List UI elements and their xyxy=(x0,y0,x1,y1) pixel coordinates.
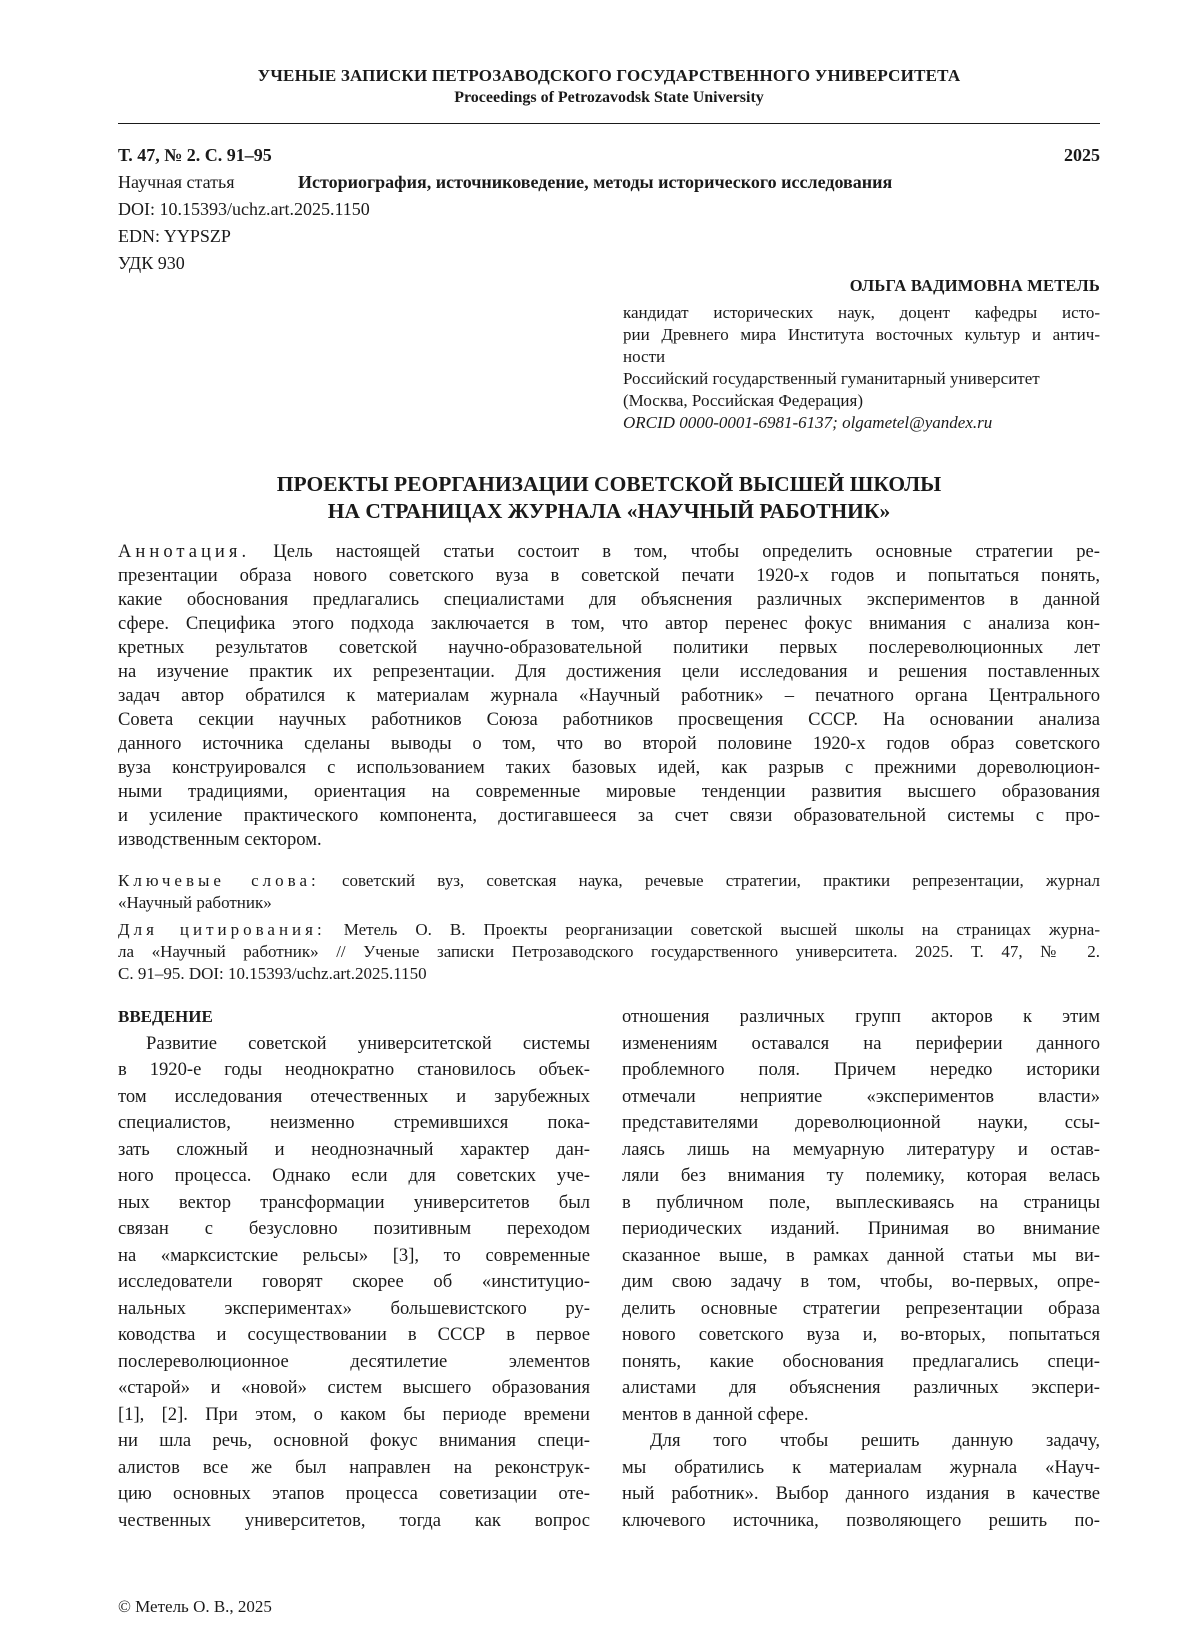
body-line: в 1920-е годы неоднократно становилось объек- xyxy=(118,1059,590,1080)
section-heading: ВВЕДЕНИЕ xyxy=(118,1007,213,1026)
body-line: ни шла речь, основной фокус внимания специ- xyxy=(118,1430,590,1451)
citation-text: Метель О. В. Проекты реорганизации советской высшей школы на страницах журна- xyxy=(343,920,1100,939)
body-line: связан с безусловно позитивным переходом xyxy=(118,1218,590,1239)
body-line: понять, какие обоснования предлагались специ- xyxy=(622,1350,1100,1372)
body-line: мы обратились к материалам журнала «Науч- xyxy=(622,1456,1100,1478)
abstract-line: данного источника сделаны выводы о том, что во второй половине 1920-х годов образ советского xyxy=(118,733,1100,754)
volume-row xyxy=(118,142,1100,169)
body-line: чественных университетов, тогда как вопрос xyxy=(118,1509,590,1531)
body-line: нальных экспериментах» большевистского ру- xyxy=(118,1297,590,1319)
author-name: ОЛЬГА ВАДИМОВНА МЕТЕЛЬ xyxy=(849,276,1100,295)
abstract-line: какие обоснования предлагались специалистами для объяснения различных экспериментов в данной xyxy=(118,589,1100,610)
author-affiliation-line: (Москва, Российская Федерация) xyxy=(623,391,864,410)
body-line: ляли без внимания ту полемику, которая велась xyxy=(622,1165,1100,1186)
body-line: алистов все же был направлен на реконструк- xyxy=(118,1456,590,1478)
citation xyxy=(118,919,1100,985)
body-line: делить основные стратегии репрезентации образа xyxy=(622,1297,1100,1319)
citation-label: Для цитирования: xyxy=(118,920,326,939)
body-line: на «марксистские рельсы» [3], то современные xyxy=(118,1244,590,1266)
header-divider xyxy=(118,123,1100,124)
body-line: зать сложный и неоднозначный характер дан- xyxy=(118,1138,590,1160)
journal-title-ru: УЧЕНЫЕ ЗАПИСКИ ПЕТРОЗАВОДСКОГО ГОСУДАРСТВЕННОГО УНИВЕРСИТЕТА xyxy=(257,66,961,85)
body-line: Развитие советской университетской системы xyxy=(146,1032,590,1054)
keywords xyxy=(118,870,1100,914)
body-line: в публичном поле, выплескиваясь на страницы xyxy=(622,1191,1100,1213)
abstract-text: Цель настоящей статьи состоит в том, чтобы определить основные стратегии ре- xyxy=(273,541,1100,562)
body-line: ных вектор трансформации университетов был xyxy=(118,1191,590,1213)
body-line: [1], [2]. При этом, о каком бы периоде времени xyxy=(118,1403,590,1425)
volume-pages: Т. 47, № 2. С. 91–95 xyxy=(118,145,272,165)
journal-title-en: Proceedings of Petrozavodsk State University xyxy=(454,89,764,106)
udk: УДК 930 xyxy=(118,253,185,273)
rubric-title: Историография, источниковедение, методы исторического исследования xyxy=(298,172,893,192)
abstract-line: Совета секции научных работников Союза работников просвещения СССР. На основании анализа xyxy=(118,709,1100,730)
body-line: алистами для объяснения различных экспери- xyxy=(622,1377,1100,1398)
body-line: том исследования отечественных и зарубежных xyxy=(118,1085,590,1107)
body-line: представителями дореволюционной науки, ссы- xyxy=(622,1112,1100,1133)
body-line: нового советского вуза и, во-вторых, попытаться xyxy=(622,1324,1100,1345)
publication-year: 2025 xyxy=(1064,145,1100,165)
body-line: исследователи говорят скорее об «институцио- xyxy=(118,1271,590,1292)
body-line: ный работник». Выбор данного издания в качестве xyxy=(622,1483,1100,1504)
keywords-text: советский вуз, советская наука, речевые стратегии, практики репрезентации, журнал xyxy=(341,871,1101,890)
body-line: цию основных этапов процесса советизации оте- xyxy=(118,1483,590,1504)
body-line: ключевого источника, позволяющего решить по- xyxy=(622,1509,1100,1531)
body-line: сказанное выше, в рамках данной статьи мы ви- xyxy=(622,1244,1100,1266)
keywords-first-line xyxy=(118,870,1100,892)
keywords-line: «Научный работник» xyxy=(118,893,272,912)
body-line: проблемного поля. Причем нередко историки xyxy=(622,1059,1100,1080)
body-line: специалистов, неизменно стремившихся пока- xyxy=(118,1112,590,1133)
article-meta xyxy=(118,142,1100,277)
body-line: Для того чтобы решить данную задачу, xyxy=(650,1430,1100,1451)
article-type: Научная статья xyxy=(118,172,235,192)
keywords-label: Ключевые слова: xyxy=(118,871,320,890)
body-column-left xyxy=(118,1004,590,1534)
abstract-line: на изучение практик их репрезентации. Для достижения цели исследования и решения поставленных xyxy=(118,661,1100,682)
author-block xyxy=(623,275,1100,434)
abstract-first-line xyxy=(118,540,1100,564)
body-line: дим свою задачу в том, чтобы, во-первых, опре- xyxy=(622,1271,1100,1292)
author-affiliation-line: Российский государственный гуманитарный университет xyxy=(623,369,1040,388)
author-affiliation-line: рии Древнего мира Института восточных культур и антич- xyxy=(623,325,1100,344)
author-affiliation-line: кандидат исторических наук, доцент кафедры исто- xyxy=(623,303,1100,322)
doi: DOI: 10.15393/uchz.art.2025.1150 xyxy=(118,199,370,219)
article-title-line: НА СТРАНИЦАХ ЖУРНАЛА «НАУЧНЫЙ РАБОТНИК» xyxy=(327,499,891,523)
article-title xyxy=(118,471,1100,525)
abstract-line: и усиление практического компонента, достигавшееся за счет связи образовательной системы с про- xyxy=(118,805,1100,826)
abstract-line: ными традициями, ориентация на современные мировые тенденции развития высшего образования xyxy=(118,781,1100,802)
abstract-label: Аннотация. xyxy=(118,541,251,562)
body-line: отношения различных групп акторов к этим xyxy=(622,1006,1100,1027)
body-line: ментов в данной сфере. xyxy=(622,1403,809,1425)
abstract-line: изводственным сектором. xyxy=(118,829,322,850)
author-affiliation-line: ности xyxy=(623,347,666,366)
body-line: ководства и сосуществовании в СССР в первое xyxy=(118,1324,590,1345)
rubric-row xyxy=(118,169,1100,196)
body-line: периодических изданий. Принимая во внимание xyxy=(622,1218,1100,1239)
citation-line: С. 91–95. DOI: 10.15393/uchz.art.2025.1150 xyxy=(118,964,427,983)
abstract-line: задач автор обратился к материалам журнала «Научный работник» – печатного органа Центрального xyxy=(118,685,1100,706)
journal-header xyxy=(118,66,1100,107)
body-column-right xyxy=(622,1004,1100,1534)
citation-first-line xyxy=(118,919,1100,941)
author-orcid-email: ORCID 0000-0001-6981-6137; olgametel@yandex.ru xyxy=(623,413,993,432)
abstract-line: кретных результатов советской научно-образовательной политики первых послереволюционных лет xyxy=(118,637,1100,658)
copyright: © Метель О. В., 2025 xyxy=(118,1597,272,1616)
body-line: отмечали неприятие «экспериментов власти» xyxy=(622,1085,1100,1107)
citation-line: ла «Научный работник» // Ученые записки Петрозаводского государственного университета. 2025. Т. 47, № 2. xyxy=(118,942,1100,961)
body-line: лаясь лишь на мемуарную литературу и остав- xyxy=(622,1138,1100,1160)
body-line: «старой» и «новой» систем высшего образования xyxy=(118,1377,590,1398)
body-line: послереволюционное десятилетие элементов xyxy=(118,1350,590,1372)
body-line: ного процесса. Однако если для советских уче- xyxy=(118,1165,590,1186)
edn: EDN: YYPSZP xyxy=(118,226,231,246)
article-title-line: ПРОЕКТЫ РЕОРГАНИЗАЦИИ СОВЕТСКОЙ ВЫСШЕЙ ШКОЛЫ xyxy=(276,472,942,496)
body-line: изменениям оставался на периферии данного xyxy=(622,1032,1100,1054)
abstract-line: сфере. Специфика этого подхода заключается в том, что автор перенес фокус внимания с анализа кон- xyxy=(118,613,1100,634)
abstract-line: вуза конструировался с использованием таких базовых идей, как разрыв с прежними дореволюцион- xyxy=(118,757,1100,778)
abstract-line: презентации образа нового советского вуза в советской печати 1920-х годов и попытаться понять, xyxy=(118,565,1100,586)
abstract xyxy=(118,540,1100,852)
